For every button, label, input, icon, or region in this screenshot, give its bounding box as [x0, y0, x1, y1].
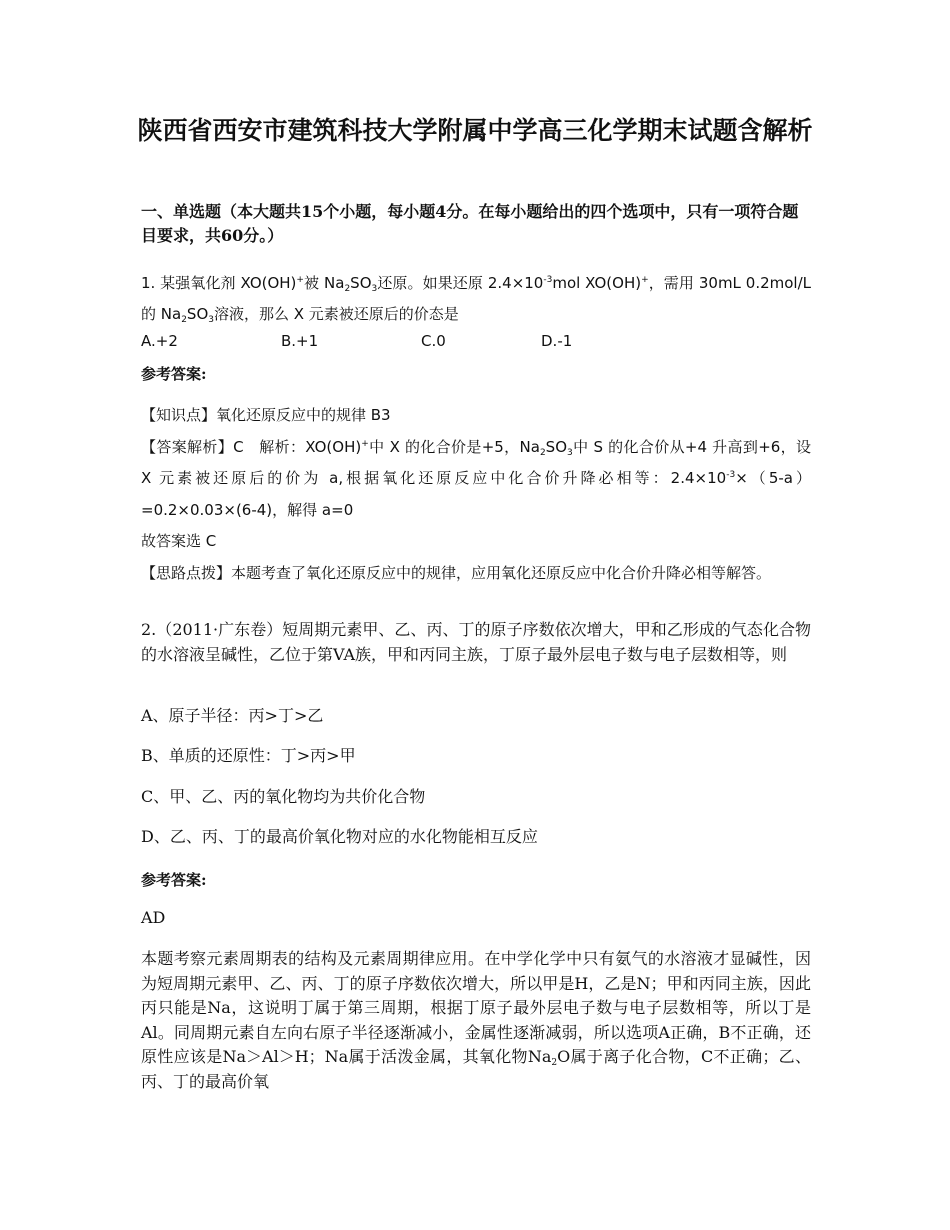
question-1-explanation — [141, 400, 811, 589]
knowledge-point: 【知识点】氧化还原反应中的规律 B3 — [141, 406, 391, 424]
answer-choice: 故答案选 C — [141, 532, 217, 550]
page-title: 陕西省西安市建筑科技大学附属中学高三化学期末试题含解析 — [137, 116, 813, 145]
question-2-option-a: A、原子半径：丙>丁>乙 — [141, 706, 324, 725]
option-a: A.+2 — [141, 332, 178, 350]
question-2-stem: 2.（2011·广东卷）短周期元素甲、乙、丙、丁的原子序数依次增大，甲和乙形成的气态化合物的水溶液呈碱性，乙位于第VA族，甲和丙同主族，丁原子最外层电子数与电子层数相等，则 — [141, 620, 811, 664]
section-heading: 一、单选题（本大题共15个小题，每小题4分。在每小题给出的四个选项中，只有一项符合题目要求，共60分。） — [141, 202, 799, 245]
question-2-answer: AD — [141, 908, 166, 927]
thinking-hint: 【思路点拨】本题考查了氧化还原反应中的规律，应用氧化还原反应中化合价升降必相等解答。 — [141, 563, 772, 582]
answer-analysis: 【答案解析】C 解析：XO(OH)+中 X 的化合价是+5，$Na_2SO_3$中 S 的化合价从+4 升高到+6，设 X 元素被还原后的价为 a,根据氧化还原反应中化合价升降必相等：$2.4\times 10^{-3}\times(5-a)=0.2\times 0.03\times(6-4)$，解得 a=0 — [141, 437, 811, 519]
option-d: D.-1 — [541, 332, 573, 350]
question-1-stem: 1. 某强氧化剂 XO(OH)+被 $Na_2SO_3$还原。如果还原 $2.4\times 10^{-3}mol$ XO(OH)+，需用 30mL 0.2mol/L 的 $Na_2SO_3$溶液，那么 X 元素被还原后的价态是 — [141, 274, 811, 325]
question-2-option-c: C、甲、乙、丙的氧化物均为共价化合物 — [141, 787, 426, 806]
question-2-explanation: 本题考察元素周期表的结构及元素周期律应用。在中学化学中只有氨气的水溶液才显碱性，因为短周期元素甲、乙、丙、丁的原子序数依次增大，所以甲是H，乙是N；甲和丙同主族，因此丙只能是Na，这说明丁属于第三周期，根据丁原子最外层电子数与电子层数相等，所以丁是Al。同周期元素自左向右原子半径逐渐减小，金属性逐渐减弱，所以选项A正确，B不正确，还原性应该是Na＞Al＞H；Na属于活泼金属，其氧化物$Na_2O$属于离子化合物，C不正确；乙、丙、丁的最高价氧 — [141, 949, 811, 1091]
option-b: B.+1 — [281, 332, 319, 350]
question-2-option-d: D、乙、丙、丁的最高价氧化物对应的水化物能相互反应 — [141, 827, 538, 846]
answer-label-2: 参考答案: — [141, 871, 207, 889]
question-2-option-b: B、单质的还原性：丁>丙>甲 — [141, 746, 356, 765]
answer-label-1: 参考答案: — [141, 365, 207, 383]
question-1-options — [141, 328, 811, 354]
option-c: C.0 — [421, 332, 446, 350]
